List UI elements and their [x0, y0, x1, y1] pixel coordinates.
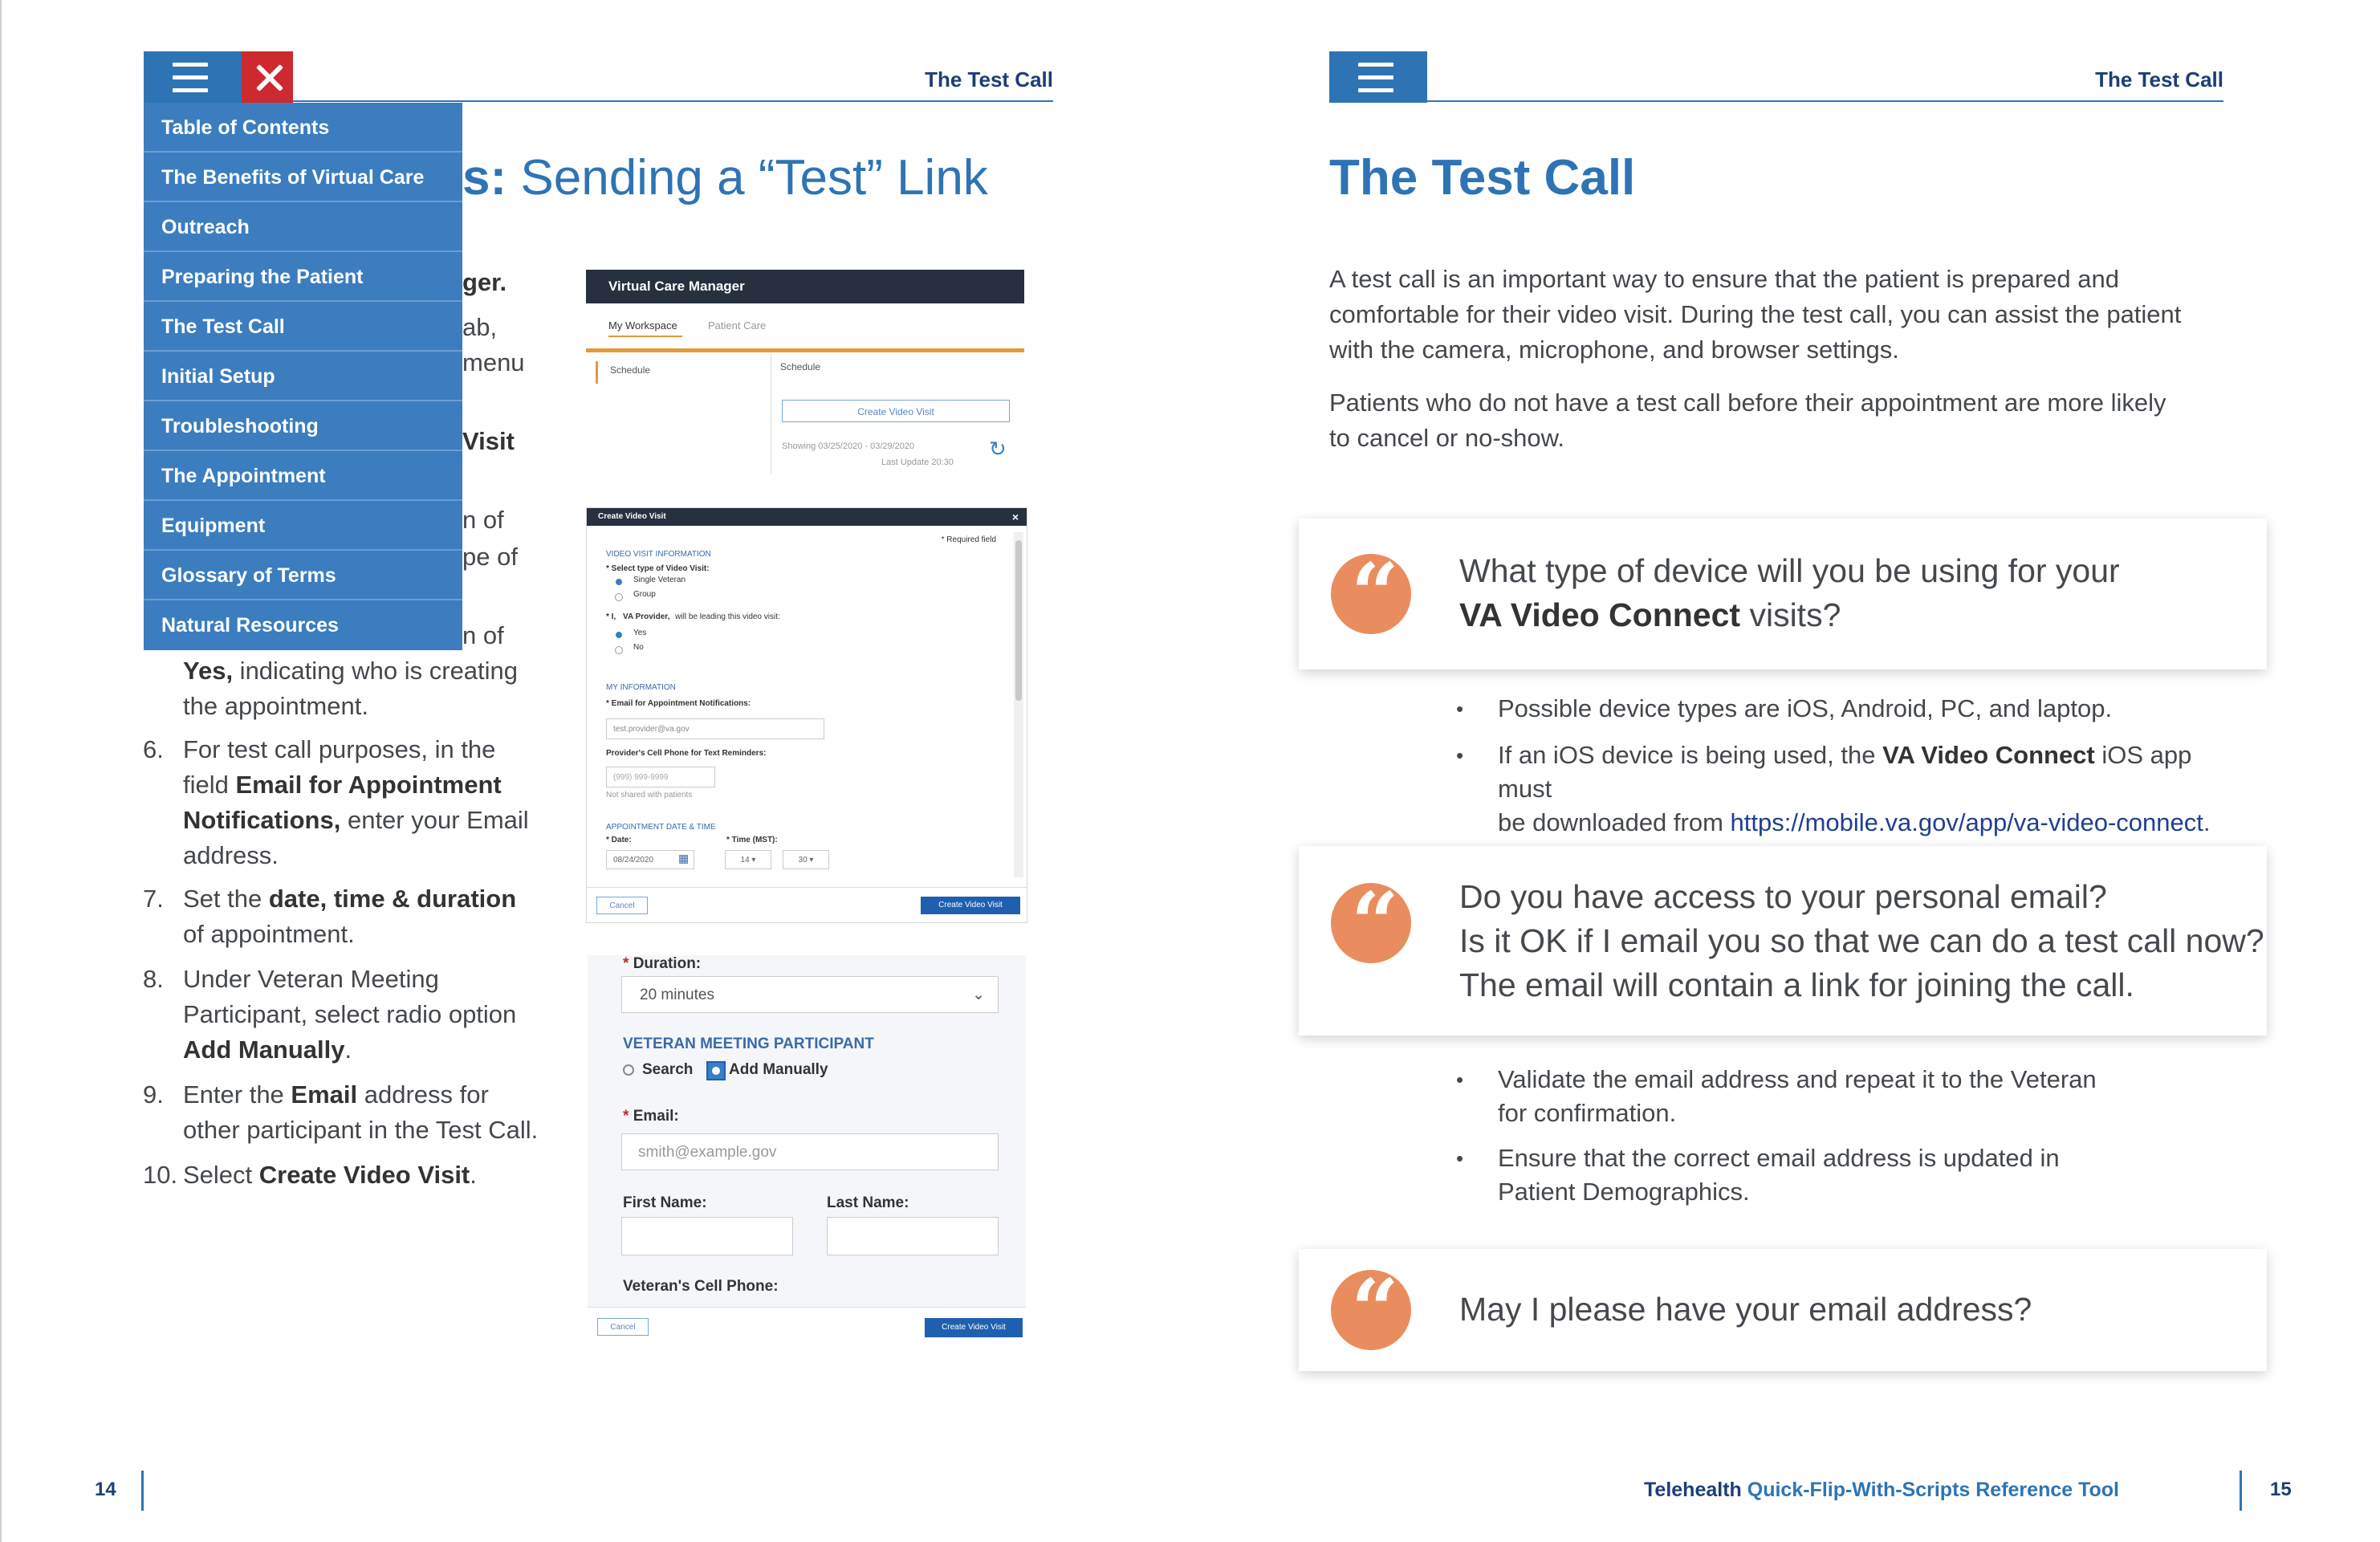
modal-header: Create Video Visit × — [587, 508, 1027, 526]
partial-line: n of — [462, 506, 504, 534]
showing-range: Showing 03/25/2020 - 03/29/2020 — [782, 441, 915, 451]
tab-my-workspace[interactable]: My Workspace — [608, 319, 677, 332]
refresh-icon[interactable]: ↻ — [989, 437, 1007, 461]
menu-item-preparing-the-patient[interactable]: Preparing the Patient — [144, 252, 462, 302]
header-rule — [1427, 100, 2223, 102]
duration-label: * Duration: — [623, 955, 702, 972]
first-name-input[interactable] — [621, 1217, 793, 1255]
participant-email-input[interactable]: smith@example.gov — [621, 1133, 999, 1170]
radio-add-manually[interactable] — [706, 1061, 726, 1080]
opt-search: Search — [642, 1061, 694, 1078]
type-label: * Select type of Video Visit: — [606, 564, 710, 573]
phone-label: Provider's Cell Phone for Text Reminders: — [606, 749, 767, 758]
quote-icon: “ — [1331, 554, 1411, 634]
menu-item-natural-resources[interactable]: Natural Resources — [161, 614, 339, 637]
opt-group: Group — [633, 590, 656, 599]
section-veteran-participant: VETERAN MEETING PARTICIPANT — [623, 1035, 874, 1052]
schedule-right-label: Schedule — [780, 361, 821, 372]
email-label: * Email for Appointment Notifications: — [606, 699, 751, 708]
right-page — [1190, 0, 2380, 1542]
footer-divider — [141, 1471, 144, 1511]
quote-icon: “ — [1331, 883, 1411, 963]
radio-group[interactable] — [615, 593, 623, 601]
cancel-button[interactable]: Cancel — [596, 897, 648, 914]
menu-button[interactable] — [144, 51, 242, 103]
screenshot-participant — [588, 955, 1026, 1345]
script-text: May I please have your email address? — [1459, 1291, 2032, 1328]
app-download-link[interactable]: https://mobile.va.gov/app/va-video-connect — [1730, 808, 2203, 836]
first-name-label: First Name: — [623, 1194, 707, 1211]
section-date-time: APPOINTMENT DATE & TIME — [606, 823, 716, 832]
phone-field[interactable]: (999) 999-9999 — [606, 767, 715, 787]
email-field[interactable]: test.provider@va.gov — [606, 718, 824, 739]
create-video-visit-button[interactable]: Create Video Visit — [921, 897, 1020, 914]
bullet-list — [1456, 1063, 2227, 1209]
script-card — [1299, 519, 2267, 669]
tab-patient-care[interactable]: Patient Care — [708, 319, 767, 332]
date-field[interactable]: 08/24/2020 — [606, 850, 694, 869]
bullet-icon: • — [1456, 1068, 1464, 1092]
menu-item-troubleshooting[interactable]: Troubleshooting — [144, 401, 462, 451]
menu-item-equipment[interactable]: Equipment — [144, 501, 462, 551]
create-video-visit-button[interactable]: Create Video Visit — [925, 1318, 1023, 1337]
date-label: * Date: — [606, 836, 632, 844]
create-video-visit-button[interactable]: Create Video Visit — [782, 400, 1010, 422]
script-card — [1299, 846, 2267, 1035]
step-number: 6. — [143, 735, 164, 763]
menu-item-benefits-of-virtual-care[interactable]: The Benefits of Virtual Care — [144, 153, 462, 202]
partial-line: pe of — [462, 543, 518, 571]
radio-single-veteran[interactable] — [616, 579, 622, 585]
time-label: * Time (MST): — [726, 836, 778, 844]
menu-item-outreach[interactable]: Outreach — [144, 202, 462, 252]
close-menu-button[interactable] — [242, 51, 293, 103]
radio-no[interactable] — [615, 646, 623, 654]
email-label: * Email: — [623, 1108, 679, 1125]
script-text: Do you have access to your personal email? Is it OK if I email you so that we can do a test call now? The email will contain a link for joining the call. — [1459, 878, 2264, 1003]
last-update: Last Update 20:30 — [881, 458, 954, 467]
opt-no: No — [633, 643, 644, 652]
duration-select[interactable]: 20 minutes ⌄ — [621, 976, 999, 1013]
footer-divider — [2240, 1471, 2242, 1511]
menu-button[interactable] — [1329, 51, 1427, 103]
last-name-label: Last Name: — [827, 1194, 909, 1211]
intro-paragraph: A test call is an important way to ensure that the patient is prepared and comfortable for their video visit. During the test call, you can assist the patient with the camera, microphone, and browser settings. — [1329, 265, 2182, 364]
header-rule — [292, 100, 1053, 102]
calendar-icon[interactable]: ▦ — [678, 852, 690, 865]
list-item: • Possible device types are iOS, Android, PC, and laptop. — [1456, 692, 2227, 726]
page-title — [462, 149, 988, 206]
step-10: 10. Select Create Video Visit. — [143, 1158, 560, 1193]
cell-phone-label: Veteran's Cell Phone: — [623, 1278, 779, 1295]
scrollbar[interactable] — [1014, 532, 1023, 877]
partial-line: n of — [462, 621, 504, 649]
opt-single-veteran: Single Veteran — [633, 576, 686, 584]
page-title: The Test Call — [1329, 150, 1636, 205]
last-name-input[interactable] — [827, 1217, 999, 1255]
close-icon — [242, 51, 293, 103]
menu-item-glossary-of-terms[interactable]: Glossary of Terms — [144, 551, 462, 600]
step-6: 6. For test call purposes, in the field Email for Appointment Notifications, enter your Email address. — [143, 732, 560, 873]
title-main: Sending a “Test” Link — [520, 150, 988, 205]
step-8: 8. Under Veteran Meeting Participant, select radio option Add Manually. — [143, 962, 560, 1068]
radio-yes[interactable] — [616, 632, 622, 638]
schedule-marker — [596, 361, 598, 384]
minute-select[interactable]: 30 ▾ — [783, 850, 829, 869]
note-paragraph: Patients who do not have a test call before their appointment are more likely to cancel or no-show. — [1329, 389, 2166, 452]
menu-item-table-of-contents[interactable]: Table of Contents — [144, 103, 462, 153]
section-my-info: MY INFORMATION — [606, 683, 676, 692]
bullet-icon: • — [1456, 1146, 1464, 1170]
menu-item-the-appointment[interactable]: The Appointment — [144, 451, 462, 501]
opt-add-manually: Add Manually — [729, 1061, 828, 1078]
section-video-visit-info: VIDEO VISIT INFORMATION — [606, 550, 711, 559]
schedule-left-label: Schedule — [610, 364, 651, 376]
script-text: What type of device will you be using for your VA Video Connect visits? — [1459, 552, 2120, 633]
hamburger-icon — [1358, 63, 1393, 67]
step-number: 10. — [143, 1161, 178, 1189]
page-number: 14 — [95, 1479, 116, 1500]
close-icon[interactable]: × — [1011, 511, 1019, 523]
list-item: • Ensure that the correct email address is updated in Patient Demographics. — [1456, 1141, 2227, 1209]
cancel-button[interactable]: Cancel — [597, 1318, 649, 1336]
title-prefix: s: — [462, 150, 507, 205]
bullet-icon: • — [1456, 743, 1464, 767]
step-number: 9. — [143, 1080, 164, 1109]
not-shared-note: Not shared with patients — [606, 791, 693, 799]
bullet-icon: • — [1456, 697, 1464, 721]
list-item: • If an iOS device is being used, the VA Video Connect iOS app must be downloaded from https://mobile.va.gov/app/va-video-connect. — [1456, 738, 2227, 840]
hamburger-icon — [173, 63, 208, 67]
partial-line: Visit — [462, 427, 515, 455]
partial-line: the appointment. — [183, 692, 368, 720]
active-tab-underline — [608, 336, 682, 337]
step-7: 7. Set the date, time & duration of appointment. — [143, 881, 560, 952]
screenshot-vcm — [586, 270, 1024, 480]
footer-title: Telehealth Quick-Flip-With-Scripts Reference Tool — [1644, 1479, 2119, 1501]
partial-line: Yes, indicating who is creating — [183, 657, 519, 685]
bullet-list — [1456, 692, 2227, 840]
menu-item-the-test-call[interactable]: The Test Call — [144, 302, 462, 352]
vcm-header: Virtual Care Manager — [586, 270, 1024, 303]
nav-dropdown-menu — [144, 103, 462, 650]
running-head: The Test Call — [925, 67, 1053, 92]
required-note: * Required field — [941, 535, 996, 544]
step-number: 8. — [143, 965, 164, 993]
list-item: • Validate the email address and repeat it to the Veteran for confirmation. — [1456, 1063, 2227, 1130]
hour-select[interactable]: 14 ▾ — [725, 850, 771, 869]
step-number: 7. — [143, 885, 164, 913]
menu-item-initial-setup[interactable]: Initial Setup — [144, 352, 462, 401]
step-9: 9. Enter the Email address for other participant in the Test Call. — [143, 1077, 576, 1148]
provider-label: * I, VA Provider, will be leading this video visit: — [606, 612, 780, 621]
partial-line: menu — [462, 348, 525, 376]
radio-search[interactable] — [623, 1064, 634, 1076]
script-card — [1299, 1249, 2267, 1371]
running-head: The Test Call — [2095, 67, 2223, 92]
page-number: 15 — [2270, 1479, 2292, 1500]
partial-line: ab, — [462, 313, 498, 341]
opt-yes: Yes — [633, 629, 647, 637]
screenshot-create-video-visit — [586, 507, 1027, 923]
quote-icon: “ — [1331, 1270, 1411, 1350]
partial-line: ger. — [462, 268, 507, 296]
